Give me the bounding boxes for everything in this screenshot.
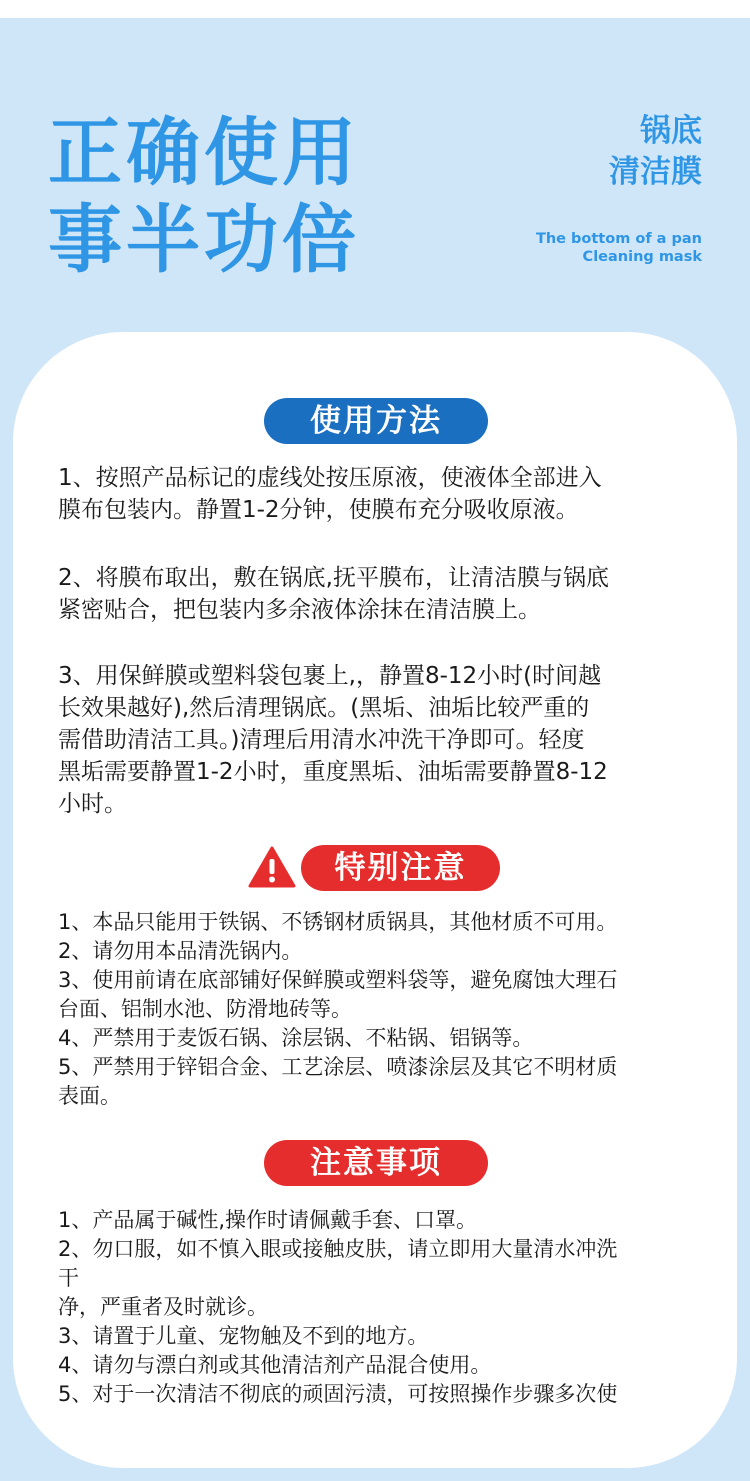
special-notice-list — [58, 908, 718, 1111]
precaution-line-7: 5、对于一次清洁不彻底的顽固污渍，可按照操作步骤多次使 — [58, 1382, 618, 1406]
warning-triangle-icon — [248, 846, 296, 888]
usage-section-title: 使用方法 — [264, 398, 488, 444]
usage-step-3-line-2: 长效果越好),然后清理锅底。(黑垢、油垢比较严重的 — [58, 695, 590, 721]
special-notice-line-7: 表面。 — [58, 1084, 121, 1108]
precaution-line-4: 净，严重者及时就诊。 — [58, 1295, 268, 1319]
precaution-line-1: 1、产品属于碱性,操作时请佩戴手套、口罩。 — [58, 1208, 478, 1232]
product-name-line-2: 清洁膜 — [609, 154, 702, 190]
precaution-line-2: 2、勿口服，如不慎入眼或接触皮肤，请立即用大量清水冲洗 — [58, 1237, 618, 1261]
usage-step-3-line-5: 小时。 — [58, 791, 127, 817]
usage-step-2-line-2: 紧密贴合，把包装内多余液体涂抹在清洁膜上。 — [58, 597, 541, 623]
headline-line-1: 正确使用 — [48, 110, 360, 196]
usage-step-1-line-1: 1、按照产品标记的虚线处按压原液，使液体全部进入 — [58, 465, 602, 491]
precaution-line-5: 3、请置于儿童、宠物触及不到的地方。 — [58, 1324, 429, 1348]
usage-step-3-line-3: 需借助清洁工具。)清理后用清水冲洗干净即可。轻度 — [58, 727, 585, 753]
usage-step-3-line-1: 3、用保鲜膜或塑料袋包裹上,，静置8-12小时(时间越 — [58, 663, 602, 689]
special-notice-title: 特别注意 — [301, 845, 500, 891]
special-notice-line-1: 1、本品只能用于铁锅、不锈钢材质锅具，其他材质不可用。 — [58, 910, 618, 934]
product-english-line-1: The bottom of a pan — [535, 231, 702, 247]
product-english-line-2: Cleaning mask — [582, 249, 702, 265]
special-notice-line-2: 2、请勿用本品清洗锅内。 — [58, 939, 303, 963]
usage-step-1 — [58, 462, 718, 526]
precautions-list — [58, 1206, 718, 1409]
headline-line-2: 事半功倍 — [48, 197, 360, 283]
precaution-line-6: 4、请勿与漂白剂或其他清洁剂产品混合使用。 — [58, 1353, 492, 1377]
special-notice-line-5: 4、严禁用于麦饭石锅、涂层锅、不粘锅、铝锅等。 — [58, 1026, 534, 1050]
product-name-line-1: 锅底 — [640, 113, 702, 149]
usage-step-2-line-1: 2、将膜布取出，敷在锅底,抚平膜布，让清洁膜与锅底 — [58, 565, 609, 591]
usage-step-2 — [58, 562, 718, 626]
usage-step-3-line-4: 黑垢需要静置1-2小时，重度黑垢、油垢需要静置8-12 — [58, 759, 608, 785]
precautions-title: 注意事项 — [264, 1140, 488, 1186]
special-notice-line-4: 台面、铝制水池、防滑地砖等。 — [58, 997, 352, 1021]
usage-step-3 — [58, 660, 718, 820]
usage-step-1-line-2: 膜布包装内。静置1-2分钟，使膜布充分吸收原液。 — [58, 497, 579, 523]
special-notice-line-3: 3、使用前请在底部铺好保鲜膜或塑料袋等，避免腐蚀大理石 — [58, 968, 618, 992]
precaution-line-3: 干 — [58, 1266, 79, 1290]
special-notice-line-6: 5、严禁用于锌铝合金、工艺涂层、喷漆涂层及其它不明材质 — [58, 1055, 618, 1079]
